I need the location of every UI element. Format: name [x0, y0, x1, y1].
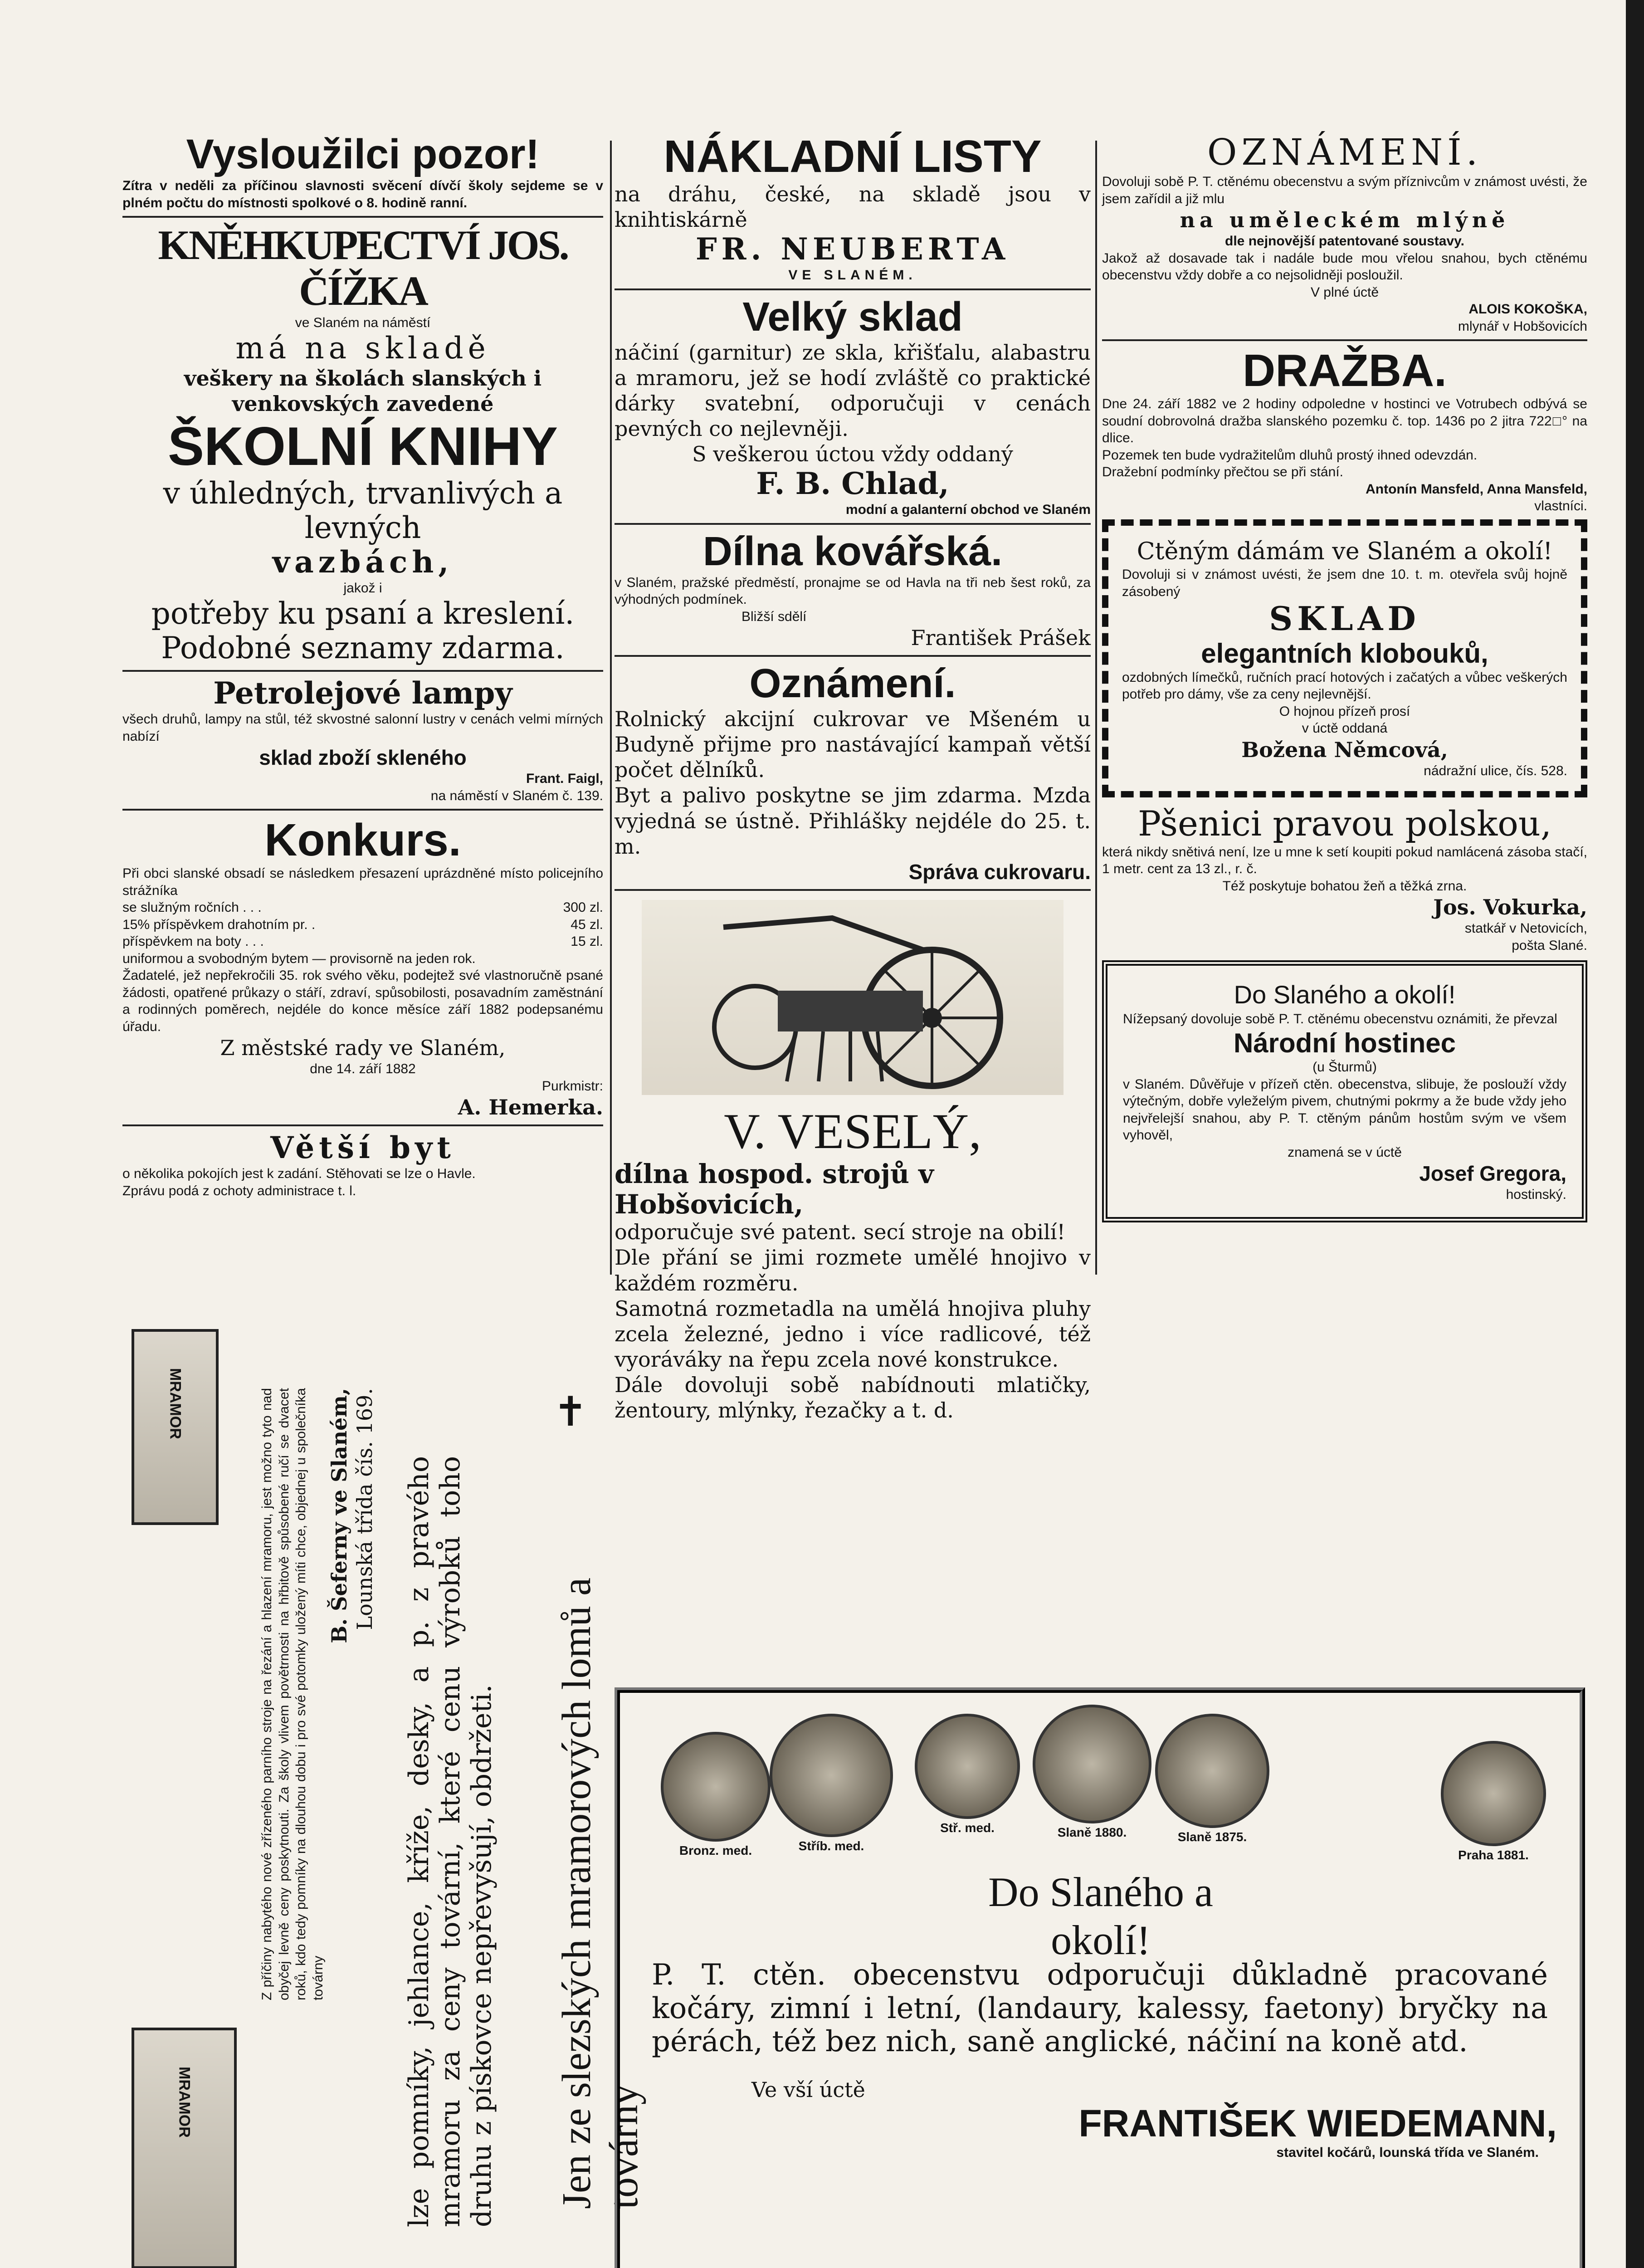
seed-drill-image — [642, 900, 1063, 1095]
ad-text: Byt a palivo poskytne se jim zdarma. Mzda vyjedná se ústně. Přihlášky nejdéle do 25. t. m. — [615, 783, 1091, 859]
ad-text: ve Slaném na náměstí — [295, 315, 431, 330]
ad-sub: modní a galanterní obchod ve Slaném — [845, 502, 1091, 518]
ad-nemcova — [1102, 519, 1587, 798]
ad-text: ozdobných límečků, ručních prací hotových i začatých a vůbec veškerých potřeb pro dámy, vše za ceny nejlevnější. — [1122, 670, 1567, 702]
ad-wiedemann — [615, 1687, 1585, 2268]
ad-text: Dne 24. září 1882 ve 2 hodiny odpoledne v hostinci ve Votrubech odbývá se soudní dobrovolná dražba slanského pozemku č. top. 1436 po 2 jitra 722□° na dlice. — [1102, 396, 1587, 446]
ad-text: odporučuje své patent. secí stroje na obilí! — [615, 1220, 1066, 1245]
ad-text: jakož i — [343, 580, 382, 596]
medal-caption: Praha 1881. — [1458, 1848, 1529, 1862]
ad-text: Též poskytuje bohatou žeň a těžká zrna. — [1222, 878, 1467, 894]
ad-text: na dráhu, české, na skladě jsou v knihtiskárně — [615, 182, 1091, 232]
ad-post: pošta Slané. — [1512, 938, 1587, 953]
ad-title: Konkurs. — [264, 815, 461, 866]
ad-title: V. VESELÝ, — [724, 1103, 981, 1159]
ad-text: v úhledných, trvanlivých a levných — [163, 476, 563, 546]
ad-kokoska — [1102, 132, 1587, 335]
medals-row — [634, 1705, 1566, 1963]
medal-icon — [770, 1714, 893, 1837]
ad-text: sklad zboží skleného — [259, 746, 467, 770]
ad-title: NÁKLADNÍ LISTY — [663, 131, 1042, 182]
ad-text: P. T. ctěn. obecenstvu odporučuji důkladně pracované kočáry, zimní i letní, (landaury, kalessy, faetony) bryčky na pérách, též bez nich, saně anglické, náčiní na koně atd. — [652, 1958, 1548, 2059]
column-3 — [1102, 132, 1587, 1222]
ad-address: Lounská třída čís. 169. — [352, 1388, 377, 1630]
ad-signature: Antonín Mansfeld, Anna Mansfeld, — [1366, 481, 1587, 497]
ad-text: Dle přání se jimi rozmete umělé hnojivo v každém rozměru. — [615, 1245, 1091, 1295]
column-rule — [610, 141, 612, 1275]
ad-title: Pšenici pravou polskou, — [1137, 803, 1552, 844]
ad-text: Ve vší úctě — [751, 2077, 865, 2102]
medal — [1033, 1705, 1151, 1840]
ad-text: Z příčiny nabytého nové zřízeného parního stroje na řezání a hlazení mramoru, jest možno tyto nad obyčej levně ceny poskytnouti. Za školy vlivem povětrnosti na hřbitově spůsobené ručí se dvacet roků, kdo tedy pomníky na dlouhou dobu i pro své potomky uložený míti chce, objednej u společníka továrny — [259, 1388, 326, 2000]
medal — [661, 1732, 771, 1858]
konkurs-row: příspěvkem na boty . . . 15 zl. — [122, 934, 603, 949]
ad-drazba — [1102, 346, 1587, 515]
monument-bottom — [132, 2028, 237, 2268]
ad-signature: ALOIS KOKOŠKA, — [1468, 302, 1587, 317]
ad-text: Zprávu podá z ochoty administrace t. l. — [122, 1183, 356, 1198]
ad-text: V plné úctě — [1310, 284, 1379, 300]
ad-role: vlastníci. — [1534, 499, 1587, 514]
ad-address: na náměstí v Slaném č. 139. — [430, 788, 603, 803]
ad-cizka — [122, 222, 603, 665]
ad-text: náčiní (garnitur) ze skla, křišťalu, alabastru a mramoru, jež se hodí zvláště co praktické dárky svatební, odporučuji v cenách pevných co nejlevněji. — [615, 340, 1091, 441]
ad-title: Do Slaného a okolí! — [988, 1869, 1213, 1963]
ad-cukrovar — [615, 661, 1091, 885]
medal-caption: Stř. med. — [940, 1821, 995, 1835]
monument-label: MRAMOR — [176, 2067, 193, 2138]
konkurs-rows — [122, 899, 603, 950]
monument-label: MRAMOR — [166, 1368, 184, 1439]
ad-text: Pozemek ten bude vydražitelům dluhů prostý ihned odevzdán. — [1102, 447, 1478, 463]
ad-text: všech druhů, lampy na stůl, též skvostné salonní lustry v cenách velmi mírných nabízí — [122, 712, 603, 744]
cross-icon: ✝ — [553, 1388, 588, 1436]
ad-title: Větší byt — [270, 1130, 455, 1166]
ad-title: Petrolejové lampy — [213, 675, 512, 711]
ad-text: Dražební podmínky přečtou se při stání. — [1102, 464, 1343, 480]
ad-title: Ctěným dámám ve Slaném a okolí! — [1137, 538, 1553, 565]
column-1 — [122, 132, 603, 1199]
ad-text: elegantních klobouků, — [1201, 638, 1488, 669]
ad-text: Dovoluji si v známost uvésti, že jsem dne 10. t. m. otevřela svůj hojně zásobený — [1122, 567, 1567, 599]
column-2 — [615, 132, 1091, 1423]
ad-konkurs — [122, 815, 603, 1120]
ad-text: Jakož až dosavade tak i nadále bude mou vřelou snahou, bych ctěnému obecenstvu vždy dobře a co nejsolidněji posloužil. — [1102, 250, 1587, 283]
ad-role: statkář v Netovicích, — [1464, 921, 1587, 936]
ad-date: dne 14. září 1882 — [310, 1061, 416, 1077]
ad-signature: B. Šeferny ve Slaném, — [327, 1388, 351, 1643]
ad-title: DRAŽBA. — [1243, 345, 1447, 396]
ad-mramor — [122, 1320, 646, 2268]
ad-headline: ŠKOLNÍ KNIHY — [167, 416, 558, 477]
medal-icon — [1441, 1741, 1546, 1846]
ad-text: vazbách, — [272, 544, 454, 580]
ad-text: Rolnický akcijní cukrovar ve Mšeném u Budyně přijme pro nastávající kampaň větší počet dělníků. — [615, 707, 1091, 782]
ad-text: Národní hostinec — [1233, 1028, 1456, 1059]
ad-signature: FRANTIŠEK WIEDEMANN, — [1078, 2102, 1557, 2145]
ad-signature: Božena Němcová, — [1241, 737, 1448, 762]
medal-caption: Bronz. med. — [679, 1843, 752, 1857]
ad-signature: František Prášek — [911, 626, 1091, 650]
ad-role: stavitel kočárů, lounská třída ve Slaném. — [1276, 2145, 1539, 2160]
ad-text: o několika pokojích jest k zadání. Stěhovati se lze o Havle. — [122, 1166, 476, 1182]
ad-role: mlynář v Hobšovicích — [1458, 318, 1587, 334]
ad-title: Velký sklad — [742, 294, 963, 340]
ad-text: v Slaném. Důvěřuje v přízeň ctěn. obecenstva, slibuje, že poslouží vždy výtečným, dobře vyleželým pivem, chutnými pokrmy a že bude vždy jeho nejvřelejší snahou, aby P. T. ctěným pánům hostům svým ve všem vyhověl, — [1123, 1076, 1566, 1143]
ad-dilna — [615, 529, 1091, 651]
ad-gregora — [1102, 960, 1587, 1222]
ad-signature: Frant. Faigl, — [526, 771, 603, 787]
ad-role: hostinský. — [1506, 1187, 1566, 1202]
scan-edge — [1626, 0, 1644, 2268]
medal — [915, 1714, 1020, 1835]
medal-icon — [1155, 1714, 1269, 1828]
medal-icon — [915, 1714, 1020, 1819]
ad-text: Podobné seznamy zdarma. — [161, 631, 565, 666]
ad-signature: Jos. Vokurka, — [1433, 895, 1587, 920]
ad-sub: dílna hospod. strojů v Hobšovicích, — [615, 1158, 934, 1220]
konkurs-row: se služným ročních . . . 300 zl. — [122, 900, 603, 915]
ad-text: uniformou a svobodným bytem — provisorně na jeden rok. — [122, 951, 476, 966]
ad-role: Purkmistr: — [542, 1078, 603, 1094]
konkurs-row: 15% příspěvkem drahotním pr. . 45 zl. — [122, 917, 603, 932]
ad-vesely — [615, 900, 1091, 1423]
ad-listy — [615, 132, 1091, 284]
ad-text: veškery na školách slanských i venkovských zavedené — [184, 366, 542, 416]
medal — [1441, 1741, 1546, 1862]
ad-text: S veškerou úctou vždy oddaný — [692, 442, 1013, 467]
ad-text: Z městské rady ve Slaném, — [220, 1036, 506, 1061]
medal — [1155, 1714, 1269, 1844]
medal — [770, 1714, 893, 1853]
medal-caption: Slaně 1880. — [1057, 1825, 1127, 1839]
ad-text: (u Šturmů) — [1312, 1060, 1377, 1075]
monument-top — [132, 1329, 219, 1525]
ad-title: Do Slaného a okolí! — [1234, 980, 1456, 1009]
ad-lampy — [122, 676, 603, 804]
ad-firm: FR. NEUBERTA — [695, 231, 1010, 267]
seed-drill-icon — [642, 900, 1063, 1095]
ad-text: Při obci slanské obsadí se následkem přesazení uprázdněné místo policejního strážníka — [122, 866, 603, 898]
medal-caption: Stříb. med. — [798, 1839, 864, 1853]
ad-text: dle nejnovější patentované soustavy. — [1225, 234, 1464, 249]
ad-text: Bližší sdělí — [742, 609, 807, 624]
ad-text: která nikdy snětivá není, lze u mne k setí koupiti pokud namlácená zásoba stačí, 1 metr. cent za 13 zl., r. č. — [1102, 844, 1587, 877]
ad-text: znamená se v úctě — [1288, 1144, 1402, 1160]
ad-signature: Josef Gregora, — [1419, 1162, 1566, 1186]
ad-city: VE SLANÉM. — [788, 268, 917, 283]
ad-signature: Správa cukrovaru. — [908, 860, 1091, 884]
ad-vysluzilci — [122, 132, 603, 211]
ad-text: SKLAD — [1269, 599, 1420, 638]
ad-text: Zítra v neděli za příčinou slavnosti svěcení dívčí školy sejdeme se v plném počtu do místnosti spolkové o 8. hodině ranní. — [122, 178, 603, 210]
ad-chlad — [615, 295, 1091, 518]
ad-text: potřeby ku psaní a kreslení. — [151, 596, 575, 631]
ad-title: Vysloužilci pozor! — [186, 131, 540, 177]
column-rule — [1095, 141, 1097, 1275]
medal-icon — [1033, 1705, 1151, 1823]
ad-title: OZNÁMENÍ. — [1207, 131, 1483, 173]
ad-text: na uměleckém mlýně — [1180, 208, 1510, 232]
ad-title: Dílna kovářská. — [702, 528, 1003, 574]
ad-text: má na skladě — [235, 331, 490, 366]
ad-text: Samotná rozmetadla na umělá hnojiva pluhy zcela železné, jedno i více radlicové, též vyoráváky na řepu zcela nové konstrukce. — [615, 1296, 1091, 1372]
ad-text: Žadatelé, jež nepřekročili 35. rok svého věku, podejtež své vlastnoručně psané žádosti, opatřené průkazy o stáří, zdraví, spůsobilosti, posavadním zaměstnání a rodinných poměrech, nejdéle do konce měsíce září 1882 podepsanému úřadu. — [122, 968, 603, 1034]
mramor-small-rot — [259, 1388, 377, 2000]
ad-text: Dovoluji sobě P. T. ctěnému obecenstvu a svým příznivcům v známost uvésti, že jsem zařídil a již mlu — [1102, 174, 1587, 206]
ad-psenice — [1102, 804, 1587, 954]
medal-caption: Slaně 1875. — [1177, 1830, 1247, 1844]
mramor-text-rot — [404, 1456, 498, 2227]
medal-icon — [661, 1732, 771, 1842]
ad-text: lze pomníky, jehlance, kříže, desky, a p. z pravého mramoru za ceny tovární, které cenu výrobků toho druhu z pískovce nepřevyšují, obdržeti. — [403, 1456, 498, 2227]
ad-signature: F. B. Chlad, — [756, 466, 949, 502]
ad-text: v Slaném, pražské předměstí, pronajme se od Havla na tři neb šest roků, za výhodných podmínek. — [615, 575, 1091, 607]
ad-signature: A. Hemerka. — [458, 1095, 603, 1120]
ad-text: v úctě oddaná — [1302, 721, 1388, 736]
ad-text: Nížepsaný dovoluje sobě P. T. ctěnému obecenstvu oznámiti, že převzal — [1123, 1011, 1557, 1026]
ad-title: KNĚHKUPECTVÍ JOS. ČÍŽKA — [158, 222, 568, 314]
ad-text: O hojnou přízeň prosí — [1279, 704, 1410, 719]
ad-title: Oznámení. — [749, 661, 956, 707]
ad-title: Jen ze slezských mramorových lomů a továrny — [554, 1577, 646, 2209]
ad-text: Dále dovoluji sobě nabídnouti mlatičky, žentoury, mlýnky, řezačky a t. d. — [615, 1372, 1091, 1423]
ad-address: nádražní ulice, čís. 528. — [1424, 763, 1567, 778]
ad-byt — [122, 1131, 603, 1199]
